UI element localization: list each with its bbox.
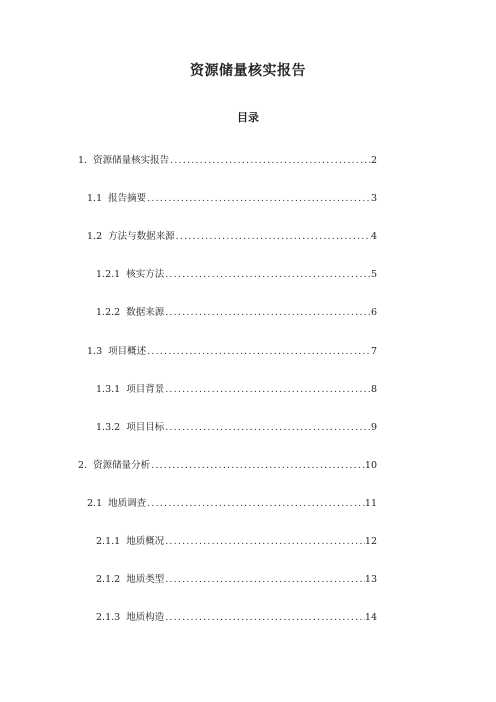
toc-entry-page: 11	[364, 498, 377, 509]
toc-entry-label: 核实方法	[126, 269, 165, 280]
toc-dot-leader	[164, 535, 365, 549]
toc-entry[interactable]	[87, 497, 377, 511]
toc-entry-label: 地质调查	[108, 498, 147, 509]
toc-entry-page: 2	[370, 155, 377, 166]
toc-entry-page: 14	[364, 612, 377, 623]
document-title: 资源储量核实报告	[190, 63, 306, 79]
toc-entry[interactable]	[96, 306, 377, 320]
toc-dot-leader	[164, 383, 371, 397]
toc-dot-leader	[146, 497, 365, 511]
toc-entry[interactable]	[96, 383, 377, 397]
toc-entry-label: 数据来源	[126, 307, 165, 318]
toc-entry-page: 10	[364, 460, 377, 471]
toc-entry-label: 项目背景	[126, 384, 165, 395]
toc-entry-label: 方法与数据来源	[108, 231, 175, 242]
toc-entry[interactable]	[96, 268, 377, 282]
toc-entry[interactable]	[78, 459, 377, 473]
toc-entry-number: 1.3.1	[96, 384, 121, 395]
toc-entry-number: 2.1.3	[96, 612, 121, 623]
toc-entry-number: 1.	[78, 155, 88, 166]
toc-dot-leader	[164, 573, 365, 587]
toc-dot-leader	[146, 345, 371, 359]
toc-dot-leader	[146, 192, 371, 206]
toc-entry-number: 1.2	[87, 231, 103, 242]
toc-entry-label: 资源储量核实报告	[93, 155, 170, 166]
toc-entry[interactable]	[96, 611, 377, 625]
toc-dot-leader	[150, 459, 365, 473]
toc-entry[interactable]	[87, 192, 377, 206]
toc-entry-label: 地质构造	[126, 612, 165, 623]
toc-entry[interactable]	[96, 421, 377, 435]
toc-dot-leader	[164, 268, 371, 282]
toc-entry[interactable]	[96, 573, 377, 587]
toc-dot-leader	[175, 230, 371, 244]
toc-entry-number: 1.3.2	[96, 422, 121, 433]
toc-entry-number: 2.1.1	[96, 536, 121, 547]
toc-entry-label: 项目概述	[108, 346, 147, 357]
toc-entry[interactable]	[78, 154, 377, 168]
toc-entry-page: 9	[370, 422, 377, 433]
toc-entry-page: 8	[370, 384, 377, 395]
toc-entry-number: 2.1	[87, 498, 103, 509]
toc-entry-label: 报告摘要	[108, 193, 147, 204]
toc-entry-label: 资源储量分析	[93, 460, 151, 471]
toc-entry-label: 地质类型	[126, 574, 165, 585]
toc-entry-label: 项目目标	[126, 422, 165, 433]
toc-entry[interactable]	[96, 535, 377, 549]
toc-entry-page: 4	[370, 231, 377, 242]
toc-entry-page: 12	[364, 536, 377, 547]
toc-entry-page: 5	[370, 269, 377, 280]
toc-entry-number: 1.2.1	[96, 269, 121, 280]
toc-entry-number: 1.3	[87, 346, 103, 357]
toc-entry-label: 地质概况	[126, 536, 165, 547]
toc-dot-leader	[169, 154, 371, 168]
toc-entry-page: 3	[370, 193, 377, 204]
toc-heading: 目录	[237, 111, 259, 124]
toc-dot-leader	[164, 306, 371, 320]
toc-entry[interactable]	[87, 230, 377, 244]
toc-entry-page: 6	[370, 307, 377, 318]
toc-dot-leader	[164, 611, 365, 625]
toc-entry-number: 1.1	[87, 193, 103, 204]
toc-entry-number: 2.1.2	[96, 574, 121, 585]
toc-entry-page: 7	[370, 346, 377, 357]
toc-entry-number: 1.2.2	[96, 307, 121, 318]
toc-entry[interactable]	[87, 345, 377, 359]
toc-dot-leader	[164, 421, 371, 435]
toc-entry-page: 13	[364, 574, 377, 585]
toc-entry-number: 2.	[78, 460, 88, 471]
